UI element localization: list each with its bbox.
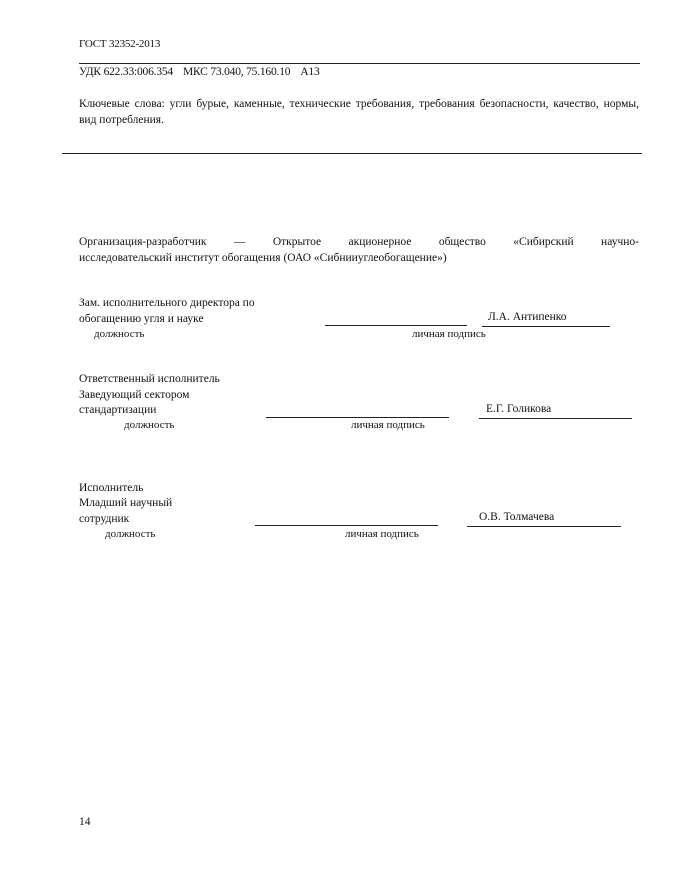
mks-code: МКС 73.040, 75.160.10 xyxy=(182,66,291,78)
page-number: 14 xyxy=(79,816,91,828)
position-caption: должность xyxy=(124,419,175,431)
signature-caption: личная подпись xyxy=(412,328,486,340)
udc-code: УДК 622.33:006.354 xyxy=(79,66,173,78)
classification-line xyxy=(79,66,330,78)
developer-line-1: Организация-разработчик — Открытое акционерное общество «Сибирский научно- xyxy=(79,236,639,248)
signer-name: Е.Г. Голикова xyxy=(486,403,552,415)
document-code: ГОСТ 32352-2013 xyxy=(79,38,161,50)
section-rule xyxy=(62,153,642,154)
header-rule xyxy=(79,63,640,64)
signer-name: Л.А. Антипенко xyxy=(488,311,567,323)
signer-position-line: Младший научный xyxy=(79,497,173,509)
name-underline xyxy=(482,326,610,327)
signature-line xyxy=(255,525,438,526)
class-code: А13 xyxy=(300,66,320,78)
signer-position-line: Исполнитель xyxy=(79,482,144,494)
name-underline xyxy=(467,526,621,527)
position-caption: должность xyxy=(105,528,156,540)
signer-position-line: Заведующий сектором xyxy=(79,389,190,401)
signer-name: О.В. Толмачева xyxy=(479,511,555,523)
signer-position-line: Зам. исполнительного директора по xyxy=(79,297,255,309)
signer-position-line: обогащению угля и науке xyxy=(79,313,204,325)
signature-line xyxy=(266,417,449,418)
signature-caption: личная подпись xyxy=(351,419,425,431)
signer-position-line: стандартизации xyxy=(79,404,157,416)
signer-position-line: сотрудник xyxy=(79,513,130,525)
developer-line-2: исследовательский институт обогащения (ОАО «Сибнииуглеобогащение») xyxy=(79,252,447,264)
developer-organization xyxy=(79,234,639,266)
position-caption: должность xyxy=(94,328,145,340)
keywords-paragraph: Ключевые слова: угли бурые, каменные, технические требования, требования безопасности, качество, нормы, вид потребления. xyxy=(79,98,639,126)
signer-position-line: Ответственный исполнитель xyxy=(79,373,220,385)
name-underline xyxy=(479,418,632,419)
signature-line xyxy=(325,325,467,326)
signature-caption: личная подпись xyxy=(345,528,419,540)
